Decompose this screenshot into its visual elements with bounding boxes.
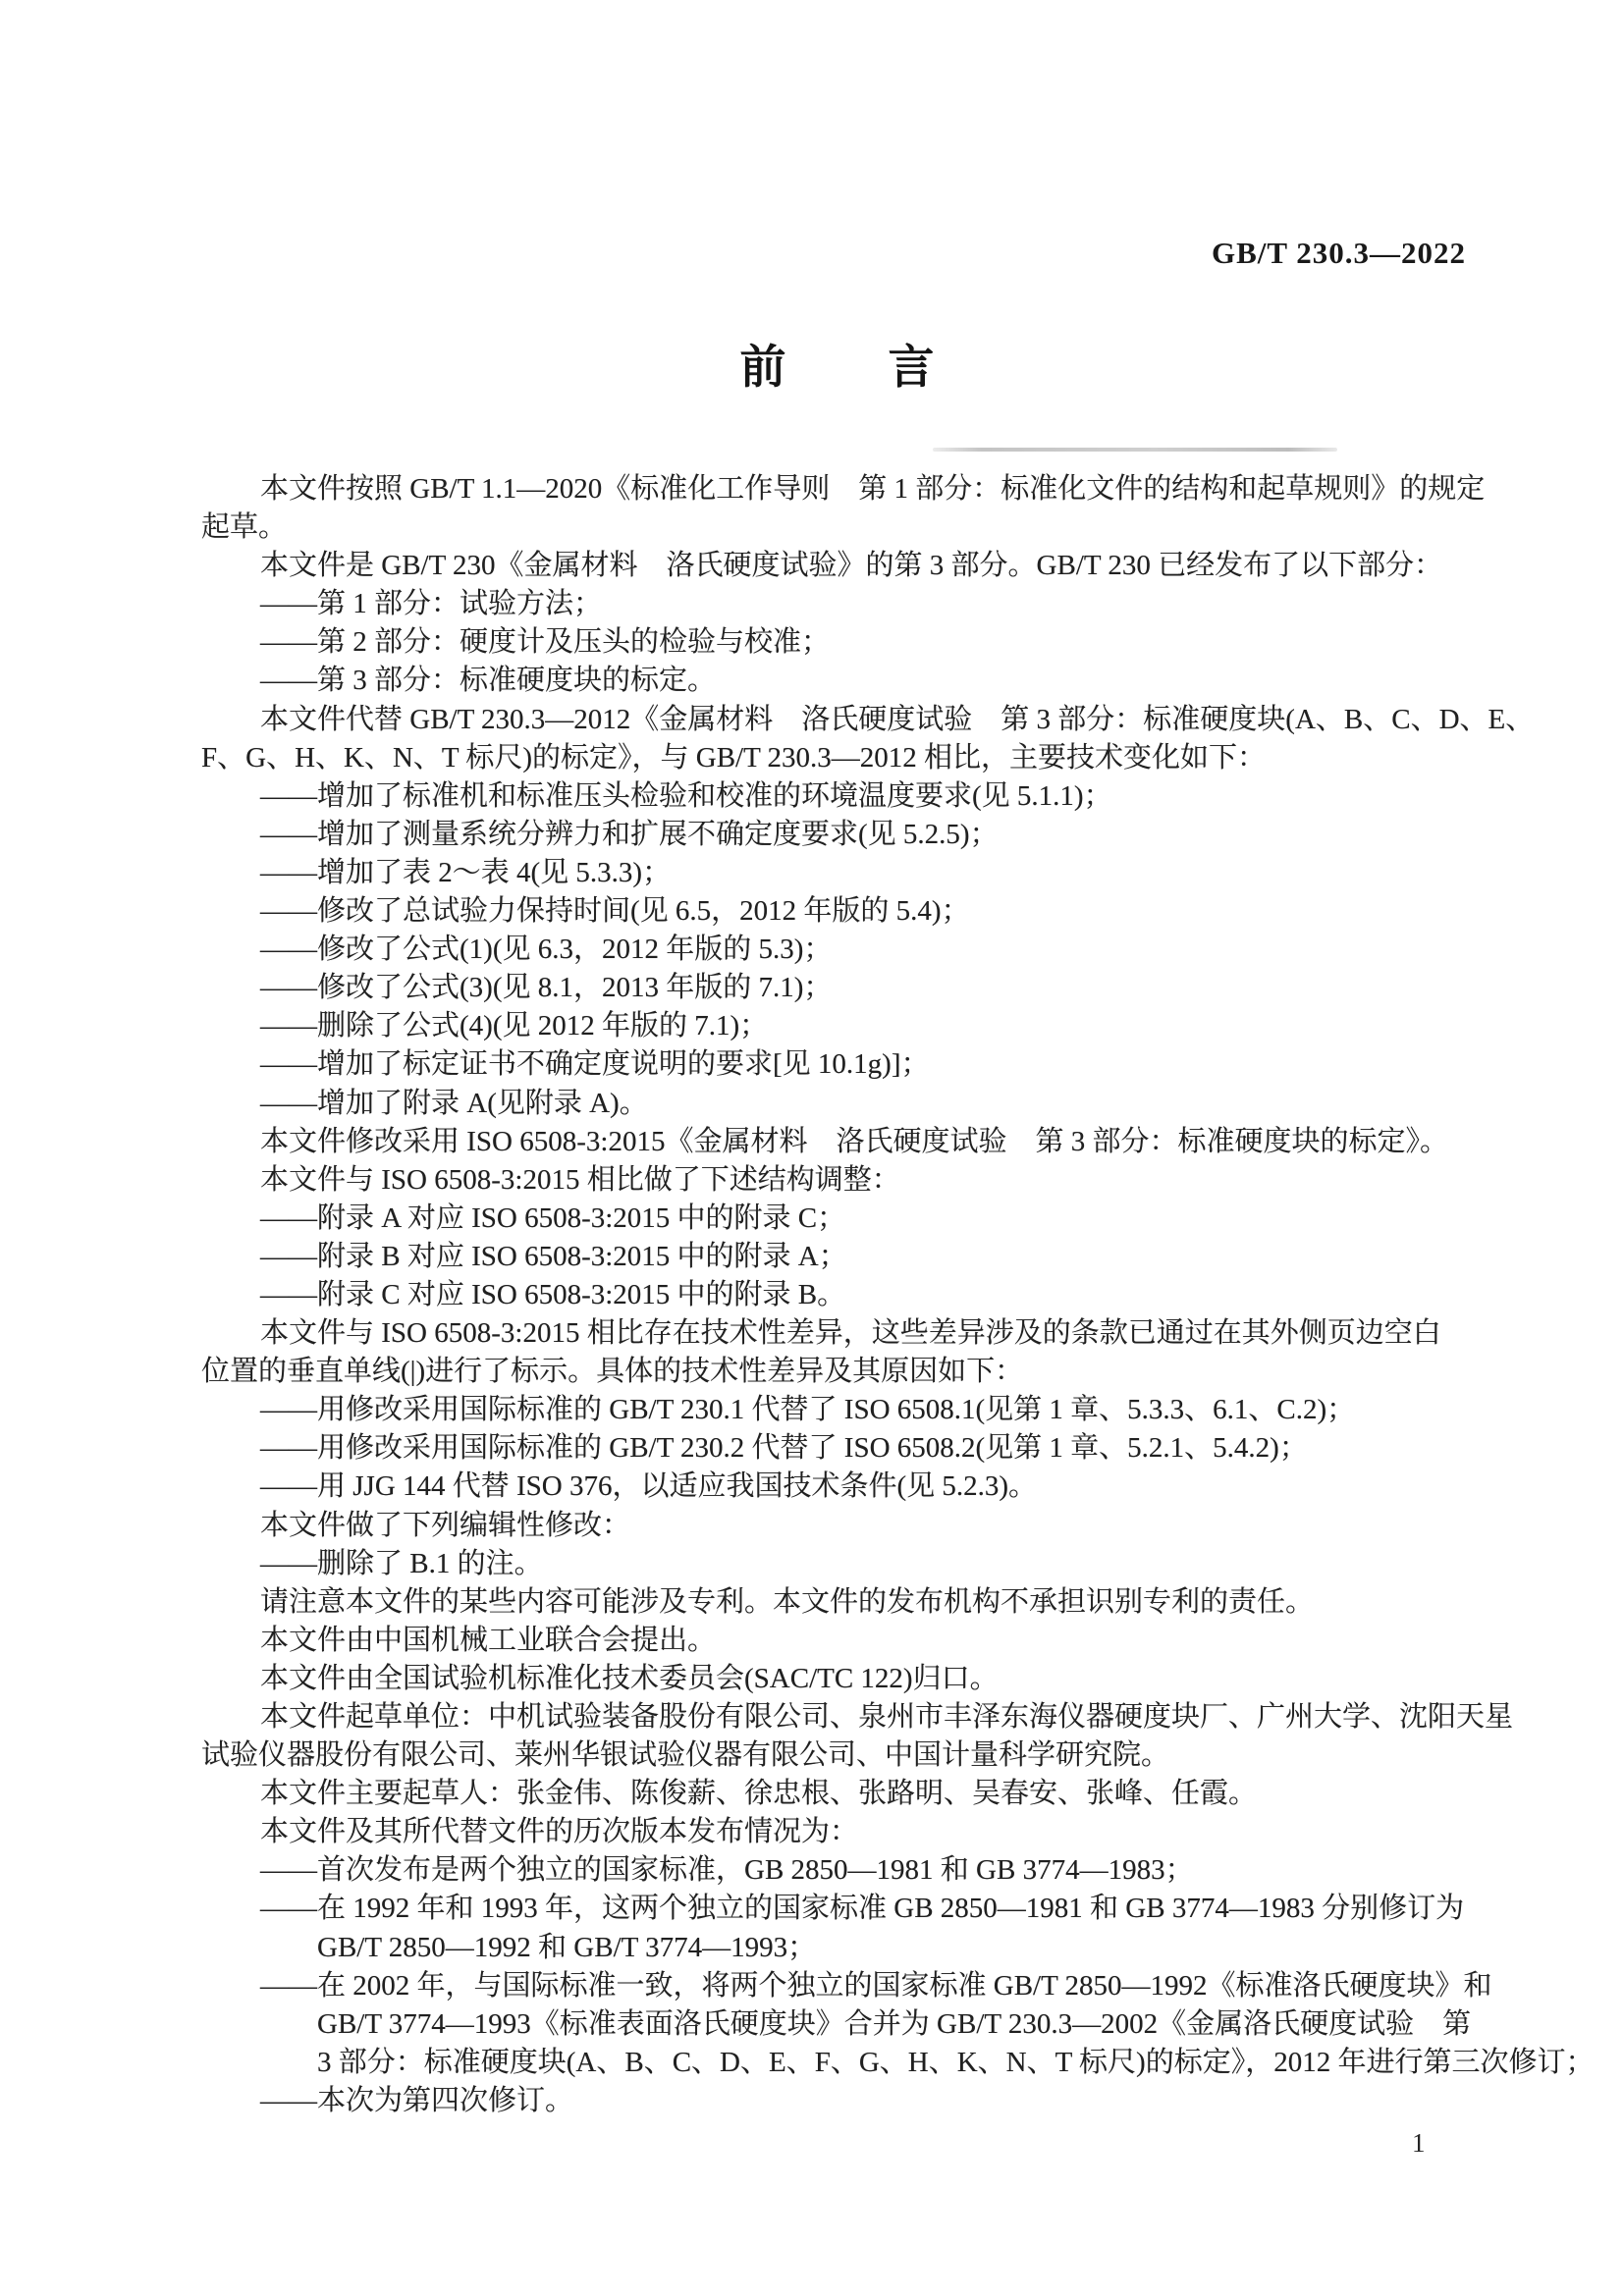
body-line: 本文件按照 GB/T 1.1—2020《标准化工作导则 第 1 部分：标准化文件的结构和起草规则》的规定	[260, 473, 1486, 505]
page-title	[26, 343, 1623, 394]
body-line: 本文件代替 GB/T 230.3—2012《金属材料 洛氏硬度试验 第 3 部分：标准硬度块(A、B、C、D、E、	[260, 703, 1535, 735]
body-line: ——删除了 B.1 的注。	[260, 1547, 543, 1579]
body-line: 位置的垂直单线(|)进行了标示。具体的技术性差异及其原因如下：	[201, 1356, 1024, 1388]
body-line: ——附录 B 对应 ISO 6508-3:2015 中的附录 A；	[260, 1240, 847, 1272]
body-line: F、G、H、K、N、T 标尺)的标定》，与 GB/T 230.3—2012 相比，主要技术变化如下：	[201, 741, 1267, 774]
body-line: 本文件起草单位：中机试验装备股份有限公司、泉州市丰泽东海仪器硬度块厂、广州大学、沈阳天星	[260, 1701, 1514, 1733]
page-title-char-2: 言	[888, 343, 935, 394]
body-line: ——首次发布是两个独立的国家标准，GB 2850—1981 和 GB 3774—1983；	[260, 1854, 1194, 1887]
body-line: ——第 1 部分：试验方法；	[260, 588, 603, 620]
body-line: ——增加了表 2～表 4(见 5.3.3)；	[260, 856, 672, 888]
body-line: ——增加了标准机和标准压头检验和校准的环境温度要求(见 5.1.1)；	[260, 779, 1112, 812]
body-line: ——附录 C 对应 ISO 6508-3:2015 中的附录 B。	[260, 1278, 846, 1310]
body-line: ——用 JJG 144 代替 ISO 376，以适应我国技术条件(见 5.2.3)。	[260, 1470, 1038, 1503]
body-line: ——删除了公式(4)(见 2012 年版的 7.1)；	[260, 1010, 769, 1042]
body-line: 请注意本文件的某些内容可能涉及专利。本文件的发布机构不承担识别专利的责任。	[260, 1585, 1315, 1618]
body-line: 起草。	[201, 511, 288, 544]
body-line: ——第 2 部分：硬度计及压头的检验与校准；	[260, 626, 831, 659]
scan-artifact-line	[933, 448, 1337, 452]
body-line: ——在 1992 年和 1993 年，这两个独立的国家标准 GB 2850—1981 和 GB 3774—1983 分别修订为	[260, 1893, 1465, 1925]
body-line: GB/T 3774—1993《标准表面洛氏硬度块》合并为 GB/T 230.3—2002《金属洛氏硬度试验 第	[317, 2007, 1472, 2040]
body-line: 试验仪器股份有限公司、莱州华银试验仪器有限公司、中国计量科学研究院。	[201, 1739, 1170, 1772]
body-line: ——增加了测量系统分辨力和扩展不确定度要求(见 5.2.5)；	[260, 818, 999, 850]
body-line: ——修改了总试验力保持时间(见 6.5，2012 年版的 5.4)；	[260, 895, 970, 928]
page-title-char-1: 前	[739, 343, 786, 394]
body-line: ——修改了公式(3)(见 8.1，2013 年版的 7.1)；	[260, 972, 833, 1004]
body-line: 本文件主要起草人：张金伟、陈俊薪、徐忠根、张路明、吴春安、张峰、任霞。	[260, 1778, 1258, 1810]
body-line: ——修改了公式(1)(见 6.3，2012 年版的 5.3)；	[260, 934, 833, 966]
body-line: 本文件做了下列编辑性修改：	[260, 1509, 631, 1541]
body-line: ——本次为第四次修订。	[260, 2084, 574, 2116]
body-line: ——增加了附录 A(见附录 A)。	[260, 1087, 648, 1119]
body-line: ——用修改采用国际标准的 GB/T 230.1 代替了 ISO 6508.1(见第 1 章、5.3.3、6.1、C.2)；	[260, 1394, 1356, 1426]
body-line: GB/T 2850—1992 和 GB/T 3774—1993；	[317, 1931, 817, 1963]
body-line: ——用修改采用国际标准的 GB/T 230.2 代替了 ISO 6508.2(见第 1 章、5.2.1、5.4.2)；	[260, 1432, 1308, 1465]
body-line: ——第 3 部分：标准硬度块的标定。	[260, 665, 717, 697]
page-number: 1	[1412, 2128, 1426, 2158]
body-line: ——在 2002 年，与国际标准一致，将两个独立的国家标准 GB/T 2850—1992《标准洛氏硬度块》和	[260, 1969, 1492, 2002]
body-line: 本文件是 GB/T 230《金属材料 洛氏硬度试验》的第 3 部分。GB/T 230 已经发布了以下部分：	[260, 550, 1443, 582]
body-line: 本文件由全国试验机标准化技术委员会(SAC/TC 122)归口。	[260, 1662, 999, 1694]
body-line: 本文件与 ISO 6508-3:2015 相比做了下述结构调整：	[260, 1163, 900, 1196]
document-number: GB/T 230.3—2022	[1211, 236, 1466, 270]
body-line: 本文件由中国机械工业联合会提出。	[260, 1624, 717, 1656]
body-line: 本文件修改采用 ISO 6508-3:2015《金属材料 洛氏硬度试验 第 3 部分：标准硬度块的标定》。	[260, 1125, 1448, 1157]
body-line: ——附录 A 对应 ISO 6508-3:2015 中的附录 C；	[260, 1201, 846, 1234]
body-line: 3 部分：标准硬度块(A、B、C、D、E、F、G、H、K、N、T 标尺)的标定》，2012 年进行第三次修订；	[317, 2046, 1595, 2078]
body-line: 本文件与 ISO 6508-3:2015 相比存在技术性差异，这些差异涉及的条款已通过在其外侧页边空白	[260, 1317, 1441, 1350]
body-line: 本文件及其所代替文件的历次版本发布情况为：	[260, 1816, 859, 1848]
body-line: ——增加了标定证书不确定度说明的要求[见 10.1g)]；	[260, 1048, 930, 1081]
foreword-body	[201, 470, 1595, 2120]
